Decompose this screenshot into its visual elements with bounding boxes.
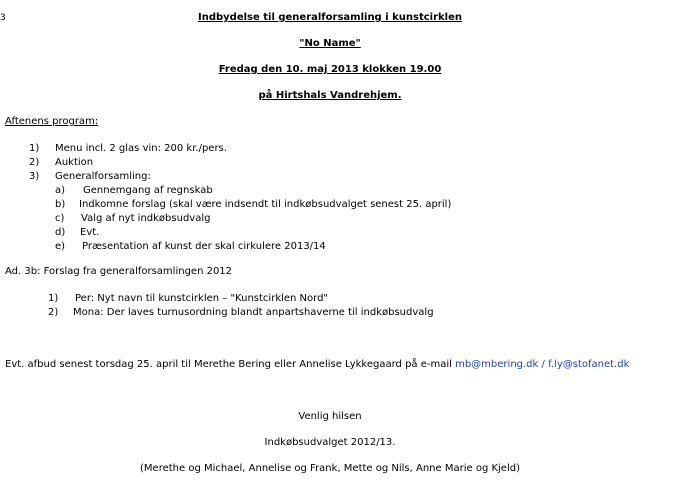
rsvp-text: Evt. afbud senest torsdag 25. april til Merethe Bering eller Annelise Lykkegaard på e-mail — [5, 359, 456, 370]
program-item-text: Generalforsamling: — [55, 171, 151, 182]
agenda-subitem-letter: c) — [55, 213, 65, 224]
email-link-mbering[interactable]: mb@mbering.dk — [455, 359, 539, 370]
closing-signature: Indkøbsudvalget 2012/13. — [264, 437, 396, 448]
program-heading: Aftenens program: — [5, 116, 99, 127]
event-date: Fredag den 10. maj 2013 klokken 19.00 — [218, 64, 442, 75]
margin-mark: 3 — [0, 13, 6, 23]
proposal-item-text: Mona: Der laves turnusordning blandt anpartshaverne til indkøbsudvalg — [73, 307, 434, 318]
agenda-subitem-letter: d) — [55, 227, 66, 238]
agenda-subitem-text: Præsentation af kunst der skal cirkulere 2013/14 — [82, 241, 326, 252]
proposal-item-number: 2) — [48, 307, 59, 318]
agenda-subitem-letter: b) — [55, 199, 66, 210]
closing-greeting: Venlig hilsen — [298, 411, 362, 422]
program-item-number: 2) — [29, 157, 40, 168]
proposal-item-text: Per: Nyt navn til kunstcirklen – "Kunstcirklen Nord" — [75, 293, 329, 304]
event-place: på Hirtshals Vandrehjem. — [258, 90, 402, 101]
committee-members: (Merethe og Michael, Annelise og Frank, Mette og Nils, Anne Marie og Kjeld) — [140, 463, 520, 474]
agenda-subitem-text: Evt. — [80, 227, 100, 238]
agenda-subitem-text: Valg af nyt indkøbsudvalg — [81, 213, 211, 224]
document-title: Indbydelse til generalforsamling i kunstcirklen — [197, 12, 462, 23]
email-separator: / — [538, 359, 549, 370]
proposals-heading: Ad. 3b: Forslag fra generalforsamlingen 2012 — [5, 266, 233, 277]
email-link-stofanet[interactable]: f.ly@stofanet.dk — [548, 359, 630, 370]
agenda-subitem-letter: e) — [55, 241, 66, 252]
proposal-item-number: 1) — [48, 293, 59, 304]
program-item-text: Menu incl. 2 glas vin: 200 kr./pers. — [55, 143, 227, 154]
program-item-text: Auktion — [55, 157, 94, 168]
agenda-subitem-text: Gennemgang af regnskab — [83, 185, 213, 196]
rsvp-line — [5, 359, 629, 371]
program-item-number: 3) — [29, 171, 40, 182]
agenda-subitem-text: Indkomne forslag (skal være indsendt til indkøbsudvalget senest 25. april) — [79, 199, 452, 210]
agenda-subitem-letter: a) — [55, 185, 66, 196]
group-name: "No Name" — [299, 38, 361, 49]
program-item-number: 1) — [29, 143, 40, 154]
